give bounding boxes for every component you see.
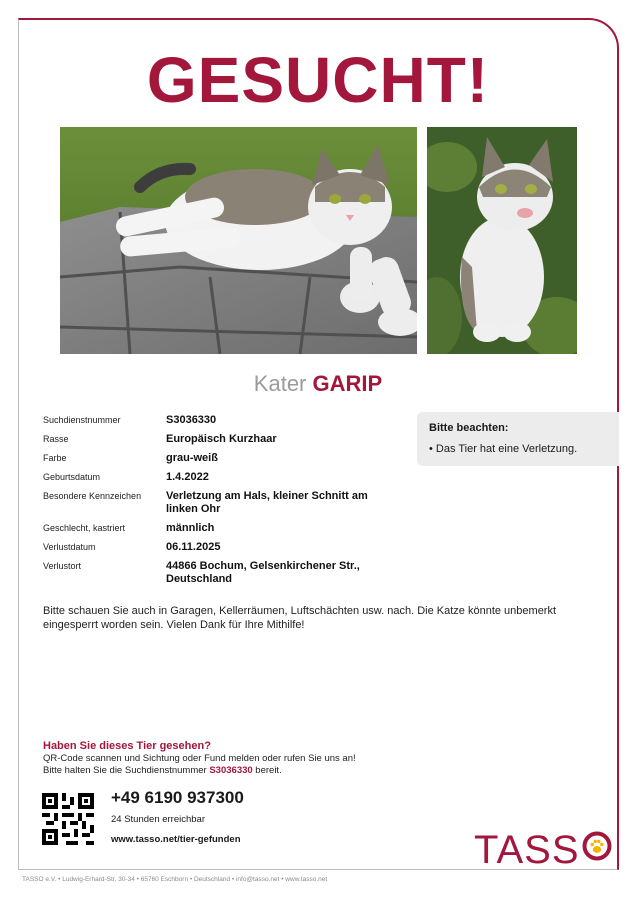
notice-box (417, 412, 619, 466)
detail-value: 1.4.2022 (166, 471, 209, 483)
qr-code-icon[interactable] (42, 793, 94, 845)
detail-value: 44866 Bochum, Gelsenkirchener Str., Deutschland (166, 560, 360, 585)
detail-row-birthdate (43, 471, 403, 484)
detail-value: Verletzung am Hals, kleiner Schnitt am linken Ohr (166, 490, 368, 515)
notice-item: • Das Tier hat eine Verletzung. (429, 443, 578, 455)
tasso-logo (474, 828, 612, 872)
detail-value: grau-weiß (166, 452, 218, 464)
detail-value: S3036330 (166, 414, 217, 426)
notice-title: Bitte beachten: (429, 422, 509, 434)
detail-value: männlich (166, 522, 215, 534)
footer-address: TASSO e.V. • Ludwig-Erhard-Str. 30-34 • 65760 Eschborn • Deutschland • info@tasso.net • www.tasso.net (22, 876, 328, 883)
pet-kind: Kater (253, 371, 307, 396)
detail-label: Geburtsdatum (43, 472, 101, 482)
detail-label: Farbe (43, 453, 67, 463)
cta-search-number: S3036330 (209, 765, 253, 776)
detail-label: Verlustort (43, 561, 82, 571)
cta-title: Haben Sie dieses Tier gesehen? (43, 740, 211, 752)
pet-name: GARIP (312, 371, 383, 396)
availability-text: 24 Stunden erreichbar (111, 814, 206, 825)
appeal-text: Bitte schauen Sie auch in Garagen, Kellerräumen, Luftschächten usw. nach. Die Katze könnte unbemerkt eingesperrt worden sein. Vielen Dank für Ihre Mithilfe! (43, 605, 557, 631)
detail-row-breed (43, 433, 403, 446)
cta-line-2-pre: Bitte halten Sie die Suchdienstnummer (43, 765, 210, 776)
cta-line-2 (43, 765, 463, 777)
cat-photo-sitting (427, 127, 577, 354)
call-to-action (43, 740, 463, 777)
detail-label: Rasse (43, 434, 69, 444)
cta-line-2-post: bereit. (252, 765, 282, 776)
pet-details-table (43, 414, 403, 592)
detail-row-marks (43, 490, 403, 516)
logo-text: TASS (474, 828, 580, 872)
detail-value: Europäisch Kurzhaar (166, 433, 277, 445)
detail-label: Suchdienstnummer (43, 415, 121, 425)
pet-title (0, 369, 636, 399)
detail-row-loss-date (43, 541, 403, 554)
detail-row-sex (43, 522, 403, 535)
detail-label: Geschlecht, kastriert (43, 523, 126, 533)
detail-row-color (43, 452, 403, 465)
detail-value: 06.11.2025 (166, 541, 221, 553)
report-url-link[interactable]: www.tasso.net/tier-gefunden (111, 834, 241, 845)
cat-photo-lying (60, 127, 417, 354)
phone-number[interactable]: +49 6190 937300 (111, 788, 244, 807)
detail-label: Besondere Kennzeichen (43, 491, 142, 501)
detail-row-loss-place (43, 560, 403, 586)
headline: GESUCHT! (146, 44, 490, 116)
detail-label: Verlustdatum (43, 542, 96, 552)
cta-line-1: QR-Code scannen und Sichtung oder Fund melden oder rufen Sie uns an! (43, 753, 356, 764)
paw-in-circle-icon (582, 828, 612, 872)
detail-row-search-number (43, 414, 403, 427)
